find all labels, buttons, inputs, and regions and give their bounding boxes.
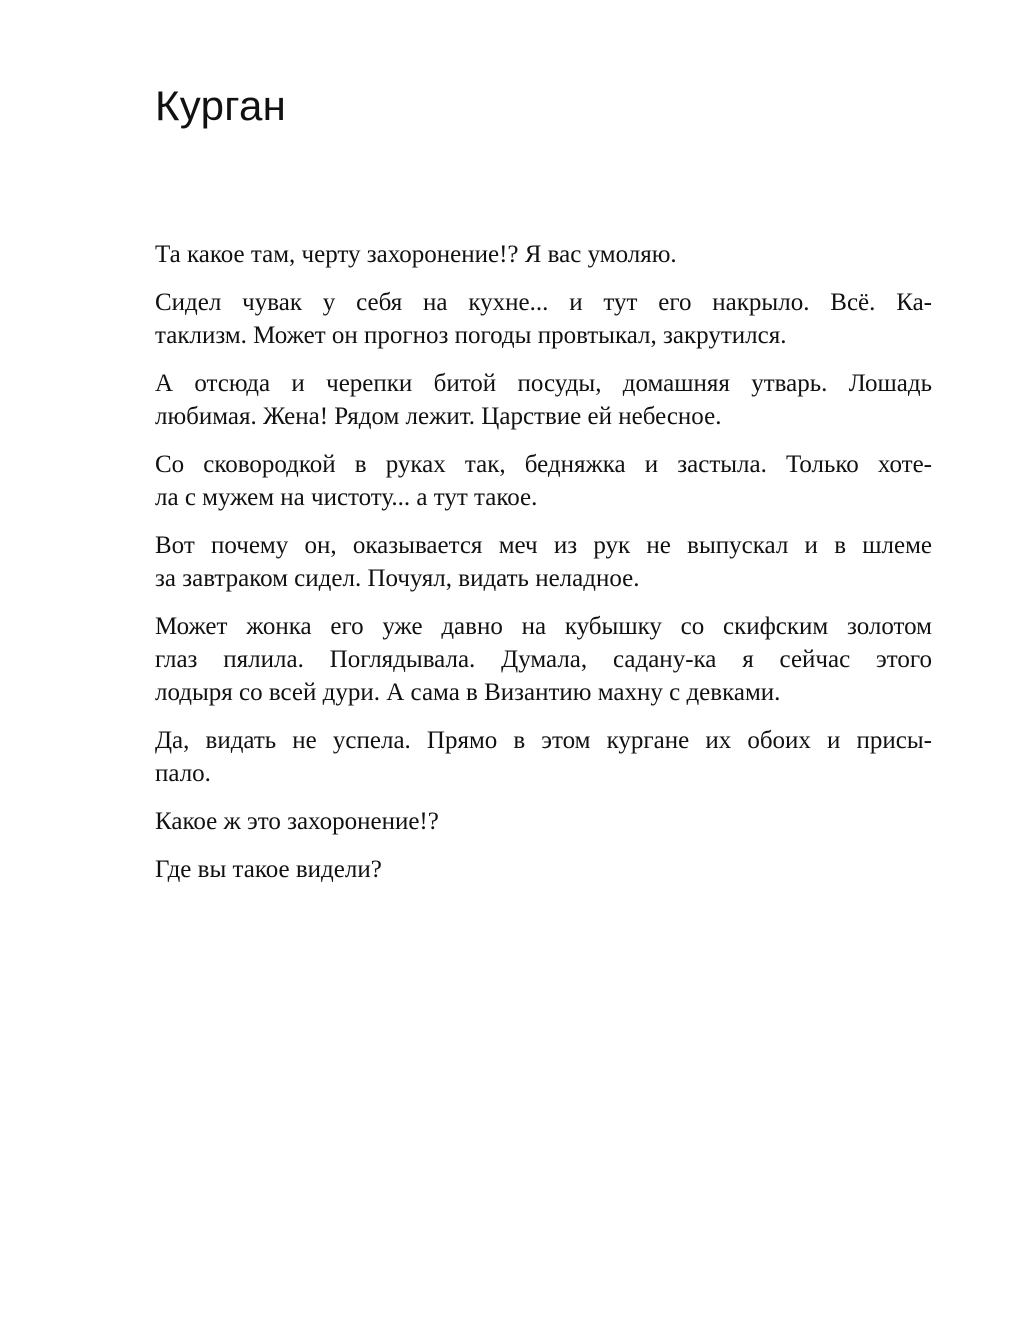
- document-body: [155, 238, 932, 901]
- paragraph-line: лодыря со всей дури. А сама в Византию махну с девками.: [155, 679, 781, 706]
- paragraph-8: [155, 805, 932, 838]
- paragraph-line: Со сковородкой в руках так, бедняжка и застыла. Только хоте-: [155, 451, 932, 478]
- page-title: Курган: [155, 82, 287, 129]
- paragraph-line: за завтраком сидел. Почуял, видать неладное.: [155, 565, 640, 592]
- paragraph-line: Какое ж это захоронение!?: [155, 808, 439, 835]
- paragraph-line: глаз пялила. Поглядывала. Думала, садану-ка я сейчас этого: [155, 646, 932, 673]
- paragraph-line: таклизм. Может он прогноз погоды провтыкал, закрутился.: [155, 322, 787, 349]
- paragraph-line: Сидел чувак у себя на кухне... и тут его накрыло. Всё. Ка-: [155, 289, 932, 316]
- paragraph-line: А отсюда и черепки битой посуды, домашняя утварь. Лошадь: [155, 370, 932, 397]
- paragraph-2: [155, 286, 932, 352]
- paragraph-line: пало.: [155, 760, 211, 787]
- paragraph-4: [155, 448, 932, 514]
- paragraph-line: любимая. Жена! Рядом лежит. Царствие ей небесное.: [155, 403, 722, 430]
- paragraph-line: Вот почему он, оказывается меч из рук не выпускал и в шлеме: [155, 532, 932, 559]
- paragraph-line: Да, видать не успела. Прямо в этом кургане их обоих и присы-: [155, 727, 932, 754]
- paragraph-6: [155, 610, 932, 709]
- paragraph-5: [155, 529, 932, 595]
- paragraph-line: Та какое там, черту захоронение!? Я вас умоляю.: [155, 241, 677, 268]
- paragraph-7: [155, 724, 932, 790]
- paragraph-line: Где вы такое видели?: [155, 856, 382, 883]
- paragraph-line: Может жонка его уже давно на кубышку со скифским золотом: [155, 613, 932, 640]
- paragraph-9: [155, 853, 932, 886]
- paragraph-1: [155, 238, 932, 271]
- paragraph-3: [155, 367, 932, 433]
- paragraph-line: ла с мужем на чистоту... а тут такое.: [155, 484, 538, 511]
